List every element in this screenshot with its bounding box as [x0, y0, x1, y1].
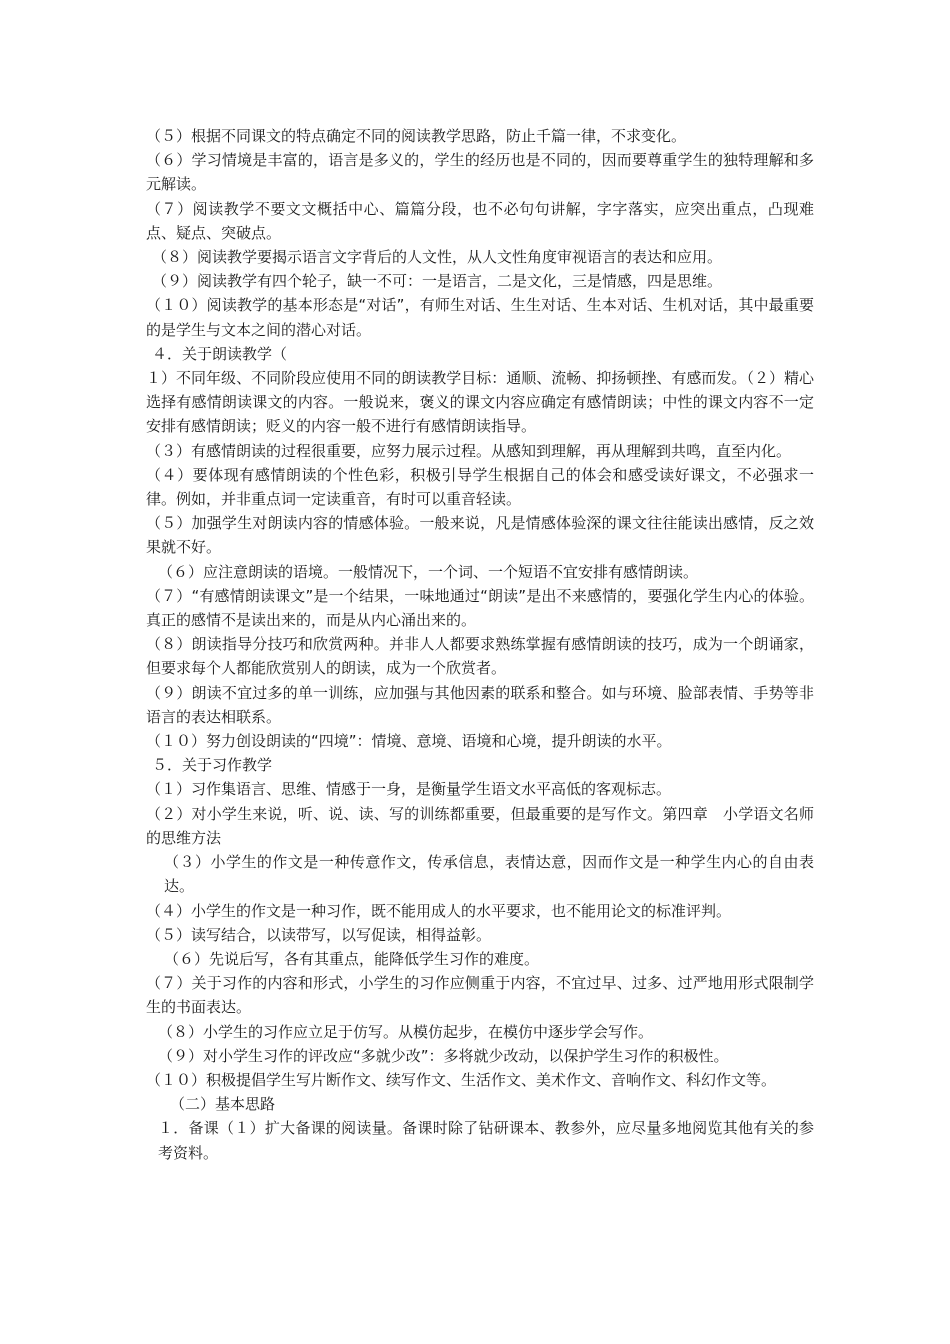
paragraph-recitation-4: （４）要体现有感情朗读的个性色彩，积极引导学生根据自己的体会和感受读好课文，不必强求一律。例如，并非重点词一定读重音，有时可以重音轻读。: [146, 465, 814, 509]
paragraph-reading-9: （９）阅读教学有四个轮子，缺一不可：一是语言，二是文化，三是情感，四是思维。: [152, 272, 723, 291]
paragraph-lesson-prep-1: １．备课（１）扩大备课的阅读量。备课时除了钻研课本、教参外，应尽量多地阅览其他有关的参考资料。: [158, 1119, 814, 1162]
paragraph-writing-8: （８）小学生的习作应立足于仿写。从模仿起步，在模仿中逐步学会写作。: [158, 1022, 654, 1041]
paragraph-recitation-10: （１０）努力创设朗读的“四境”：情境、意境、语境和心境，提升朗读的水平。: [146, 732, 672, 751]
paragraph-writing-9: （９）对小学生习作的评改应“多就少改”：多将就少改动，以保护学生习作的积极性。: [158, 1046, 729, 1065]
section-heading-basic-approach: （二）基本思路: [170, 1095, 276, 1114]
paragraph-recitation-7: （７）“有感情朗读课文”是一个结果，一味地通过“朗读”是出不来感情的，要强化学生内心的体验。真正的感情不是读出来的，而是从内心涌出来的。: [146, 586, 814, 630]
paragraph-writing-10: （１０）积极提倡学生写片断作文、续写作文、生活作文、美术作文、音响作文、科幻作文等。: [146, 1070, 777, 1089]
section-heading-writing: ５．关于习作教学: [152, 756, 273, 775]
paragraph-recitation-9: （９）朗读不宜过多的单一训练，应加强与其他因素的联系和整合。如与环境、脸部表情、手势等非语言的表达相联系。: [146, 683, 814, 726]
paragraph-recitation-8: （８）朗读指导分技巧和欣赏两种。并非人人都要求熟练掌握有感情朗读的技巧，成为一个朗诵家，但要求每个人都能欣赏别人的朗读，成为一个欣赏者。: [146, 635, 814, 678]
paragraph-recitation-3: （３）有感情朗读的过程很重要，应努力展示过程。从感知到理解，再从理解到共鸣，直至内化。: [146, 441, 792, 460]
paragraph-writing-6: （６）先说后写，各有其重点，能降低学生习作的难度。: [164, 949, 540, 968]
paragraph-reading-5: （５）根据不同课文的特点确定不同的阅读教学思路，防止千篇一律，不求变化。: [146, 127, 687, 145]
paragraph-reading-10: （１０）阅读教学的基本形态是“对话”，有师生对话、生生对话、生本对话、生机对话，其中最重要的是学生与文本之间的潜心对话。: [146, 296, 814, 339]
document-body: [146, 124, 814, 1165]
paragraph-reading-6: （６）学习情境是丰富的，语言是多义的，学生的经历也是不同的，因而要尊重学生的独特理解和多元解读。: [146, 151, 814, 194]
paragraph-writing-3: （３）小学生的作文是一种传意作文，传承信息，表情达意，因而作文是一种学生内心的自由表达。: [164, 853, 814, 896]
paragraph-reading-8: （８）阅读教学要揭示语言文字背后的人文性，从人文性角度审视语言的表达和应用。: [152, 248, 723, 267]
paragraph-recitation-5: （５）加强学生对朗读内容的情感体验。一般来说，凡是情感体验深的课文往往能读出感情，反之效果就不好。: [146, 514, 814, 557]
paragraph-writing-2: （２）对小学生来说，听、说、读、写的训练都重要，但最重要的是写作文。第四章 小学语文名师的思维方法: [146, 804, 814, 847]
paragraph-writing-4: （４）小学生的作文是一种习作，既不能用成人的水平要求，也不能用论文的标准评判。: [146, 901, 732, 920]
paragraph-writing-7: （７）关于习作的内容和形式，小学生的习作应侧重于内容，不宜过早、过多、过严地用形式限制学生的书面表达。: [146, 974, 814, 1017]
paragraph-writing-5: （５）读写结合，以读带写，以写促读，相得益彰。: [146, 925, 492, 944]
paragraph-recitation-6: （６）应注意朗读的语境。一般情况下，一个词、一个短语不宜安排有感情朗读。: [158, 562, 699, 581]
section-heading-recitation: ４．关于朗读教学（: [152, 344, 288, 363]
paragraph-recitation-1-2: １）不同年级、不同阶段应使用不同的朗读教学目标：通顺、流畅、抑扬顿挫、有感而发。（２）精心选择有感情朗读课文的内容。一般说来，褒义的课文内容应确定有感情朗读；中性的课文内容不一定安排有感情朗读；贬义的内容一般不进行有感情朗读指导。: [146, 369, 814, 436]
paragraph-writing-1: （１）习作集语言、思维、情感于一身，是衡量学生语文水平高低的客观标志。: [146, 780, 672, 799]
paragraph-reading-7: （７）阅读教学不要文文概括中心、篇篇分段，也不必句句讲解，字字落实，应突出重点，凸现难点、疑点、突破点。: [146, 199, 814, 242]
